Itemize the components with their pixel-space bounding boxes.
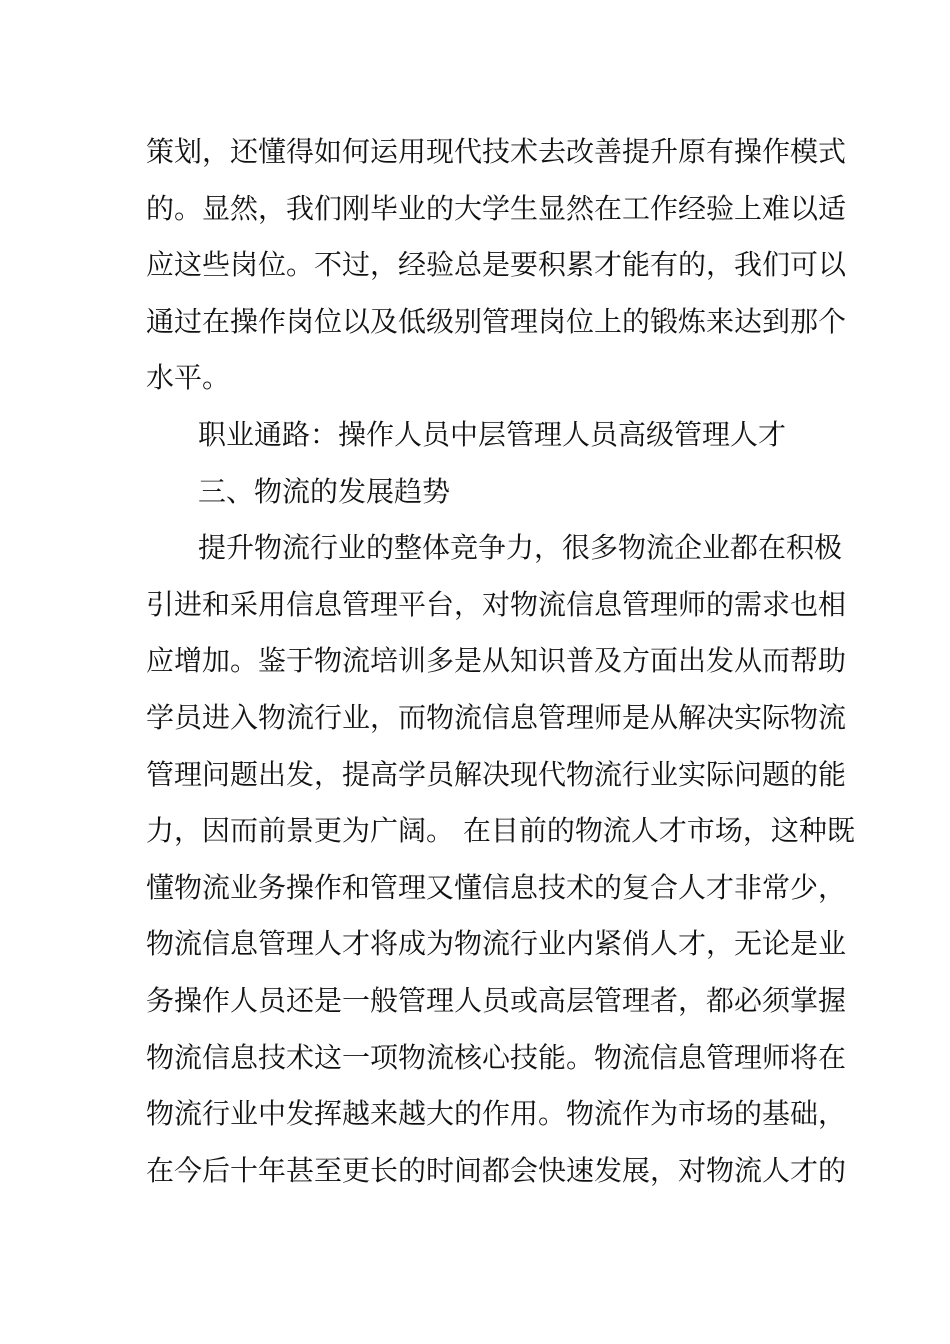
- text-line: 水平。: [146, 361, 231, 395]
- text-line: 应这些岗位。不过，经验总是要积累才能有的，我们可以: [146, 248, 847, 282]
- text-line: 物流行业中发挥越来越大的作用。物流作为市场的基础，: [146, 1097, 847, 1131]
- text-line: 懂物流业务操作和管理又懂信息技术的复合人才非常少，: [146, 870, 847, 904]
- text-line: 物流信息管理人才将成为物流行业内紧俏人才，无论是业: [146, 927, 847, 961]
- text-line: 引进和采用信息管理平台，对物流信息管理师的需求也相: [146, 587, 847, 621]
- text-line: 务操作人员还是一般管理人员或高层管理者，都必须掌握: [146, 983, 847, 1017]
- text-line: 在今后十年甚至更长的时间都会快速发展，对物流人才的: [146, 1153, 847, 1187]
- text-line: 管理问题出发，提高学员解决现代物流行业实际问题的能: [146, 757, 847, 791]
- text-line: 力，因而前景更为广阔。 在目前的物流人才市场，这种既: [146, 814, 855, 848]
- text-line: 通过在操作岗位以及低级别管理岗位上的锻炼来达到那个: [146, 304, 847, 338]
- text-line: 提升物流行业的整体竞争力，很多物流企业都在积极: [198, 531, 843, 565]
- text-line: 策划，还懂得如何运用现代技术去改善提升原有操作模式: [146, 135, 847, 168]
- text-line: 物流信息技术这一项物流核心技能。物流信息管理师将在: [146, 1040, 847, 1074]
- text-line: 的。显然，我们刚毕业的大学生显然在工作经验上难以适: [146, 191, 847, 225]
- body-text: [146, 128, 855, 1203]
- text-line: 职业通路：操作人员中层管理人员高级管理人才: [198, 417, 787, 451]
- section-heading: 三、物流的发展趋势: [198, 474, 451, 508]
- text-line: 应增加。鉴于物流培训多是从知识普及方面出发从而帮助: [146, 644, 847, 678]
- text-line: 学员进入物流行业，而物流信息管理师是从解决实际物流: [146, 700, 847, 734]
